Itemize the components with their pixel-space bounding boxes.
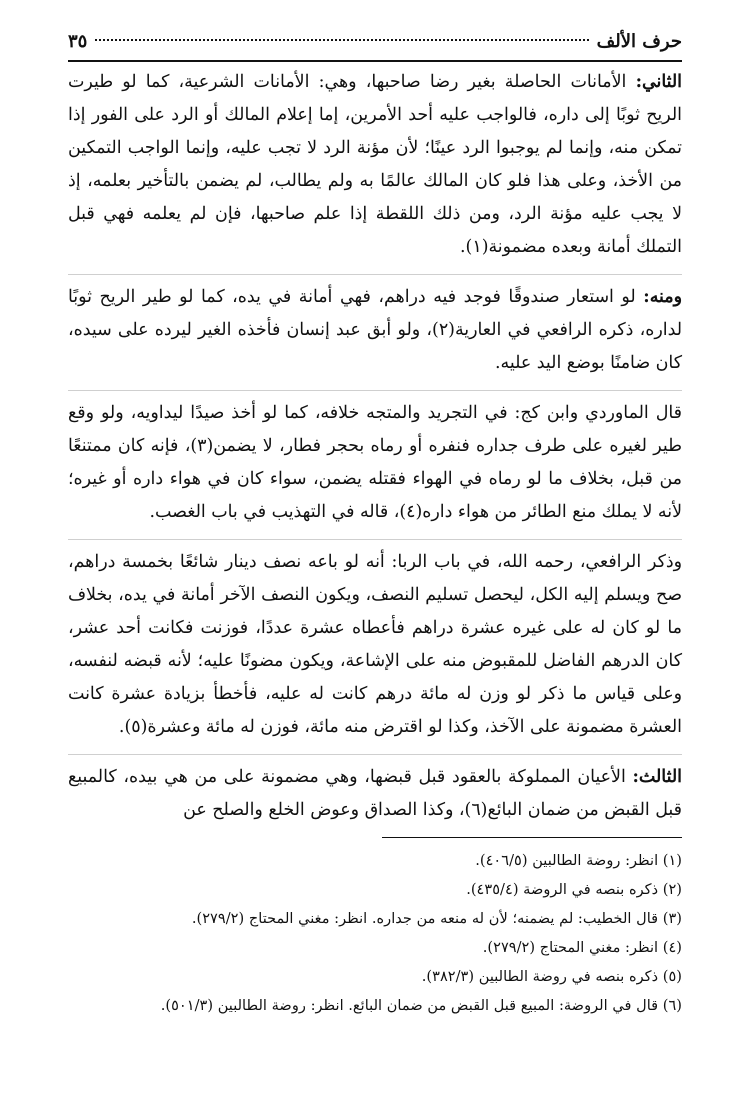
paragraph-second-category — [68, 66, 682, 264]
footnote: (٦) قال في الروضة: المبيع قبل القبض من ضمان البائع. انظر: روضة الطالبين (٥٠١/٣). — [160, 997, 682, 1014]
paragraph-mawardi — [68, 390, 682, 529]
footnote: (١) انظر: روضة الطالبين (٤٠٦/٥). — [475, 852, 682, 869]
paragraph-lead: ومنه: — [643, 287, 682, 307]
footnote: (٢) ذكره بنصه في الروضة (٤٣٥/٤). — [466, 881, 682, 898]
running-header — [68, 28, 682, 62]
paragraph-text: قال الماوردي وابن كج: في التجريد والمتجه خلافه، كما لو أخذ صيدًا ليداويه، ولو وقع طير لغيره على طرف جداره فنفره أو رماه بحجر فطار، لا يضمن(٣)، فإنه كان ممتنعًا من قبل، بخلاف ما لو رماه في الهواء فقتله يضمن، سواء كان في هواء داره أو غيره؛ لأنه لا يملك منع الطائر من هواء داره(٤)، قاله في التهذيب في باب الغصب. — [68, 403, 682, 522]
page-number: ٣٥ — [68, 31, 88, 52]
footnote-separator — [382, 837, 682, 838]
dotted-leader — [95, 39, 588, 41]
paragraph-third-category — [68, 754, 682, 827]
paragraph-text: وذكر الرافعي، رحمه الله، في باب الربا: أنه لو باعه نصف دينار شائعًا بخمسة دراهم، صح ويسلم إليه الكل، ليحصل تسليم النصف، ويكون النصف الآخر أمانة في يده، بخلاف ما لو كان له على غيره عشرة دراهم فأعطاه عشرة عددًا، فوزنت فكانت أحد عشر، كان الدرهم الفاضل للمقبوض منه على الإشاعة، ويكون مضونًا عليه؛ لأنه قبضه لنفسه، وعلى قياس ما ذكر لو وزن له مائة درهم كانت له عليه، فأخطأ بزيادة عشرة كانت العشرة مضمونة على الآخذ، وكذا لو اقترض منه مائة، فوزن له مائة وعشرة(٥). — [68, 552, 682, 737]
paragraph-text: الأعيان المملوكة بالعقود قبل قبضها، وهي مضمونة على من هي بيده، كالمبيع قبل القبض من ضمان البائع(٦)، وكذا الصداق وعوض الخلع والصلح عن — [68, 767, 682, 820]
footnote: (٥) ذكره بنصه في روضة الطالبين (٣٨٢/٣). — [421, 968, 682, 985]
chapter-title: حرف الألف — [596, 31, 682, 52]
paragraph-example — [68, 274, 682, 380]
footnote: (٣) قال الخطيب: لم يضمنه؛ لأن له منعه من جداره. انظر: مغني المحتاج (٢٧٩/٢). — [191, 910, 682, 927]
footnote: (٤) انظر: مغني المحتاج (٢٧٩/٢). — [482, 939, 682, 956]
footnotes — [68, 846, 682, 1020]
body-text — [68, 66, 682, 827]
paragraph-text: الأمانات الحاصلة بغير رضا صاحبها، وهي: الأمانات الشرعية، كما لو طيرت الريح ثوبًا إلى داره، فالواجب عليه أحد الأمرين، إما إعلام المالك أو الرد على الفور إذا تمكن منه، وإنما لم يوجبوا الرد عينًا؛ لأن مؤنة الرد لا تجب عليه، وإنما الواجب التمكين من الأخذ، وعلى هذا فلو كان المالك عالمًا به ولم يطالب، لم يضمن بالتأخير بعلمه، إذ لا يجب عليه مؤنة الرد، ومن ذلك اللقطة إذا علم صاحبها، فإن لم يعلمه فهي قبل التملك أمانة وبعده مضمونة(١). — [68, 72, 682, 257]
paragraph-text: لو استعار صندوقًا فوجد فيه دراهم، فهي أمانة في يده، كما لو طير الريح ثوبًا لداره، ذكره الرافعي في العارية(٢)، ولو أبق عبد إنسان فأخذه الغير ليرده على سيده، كان ضامنًا بوضع اليد عليه. — [68, 287, 683, 373]
paragraph-lead: الثاني: — [635, 72, 682, 92]
paragraph-lead: الثالث: — [632, 767, 682, 787]
paragraph-rafii — [68, 539, 682, 744]
